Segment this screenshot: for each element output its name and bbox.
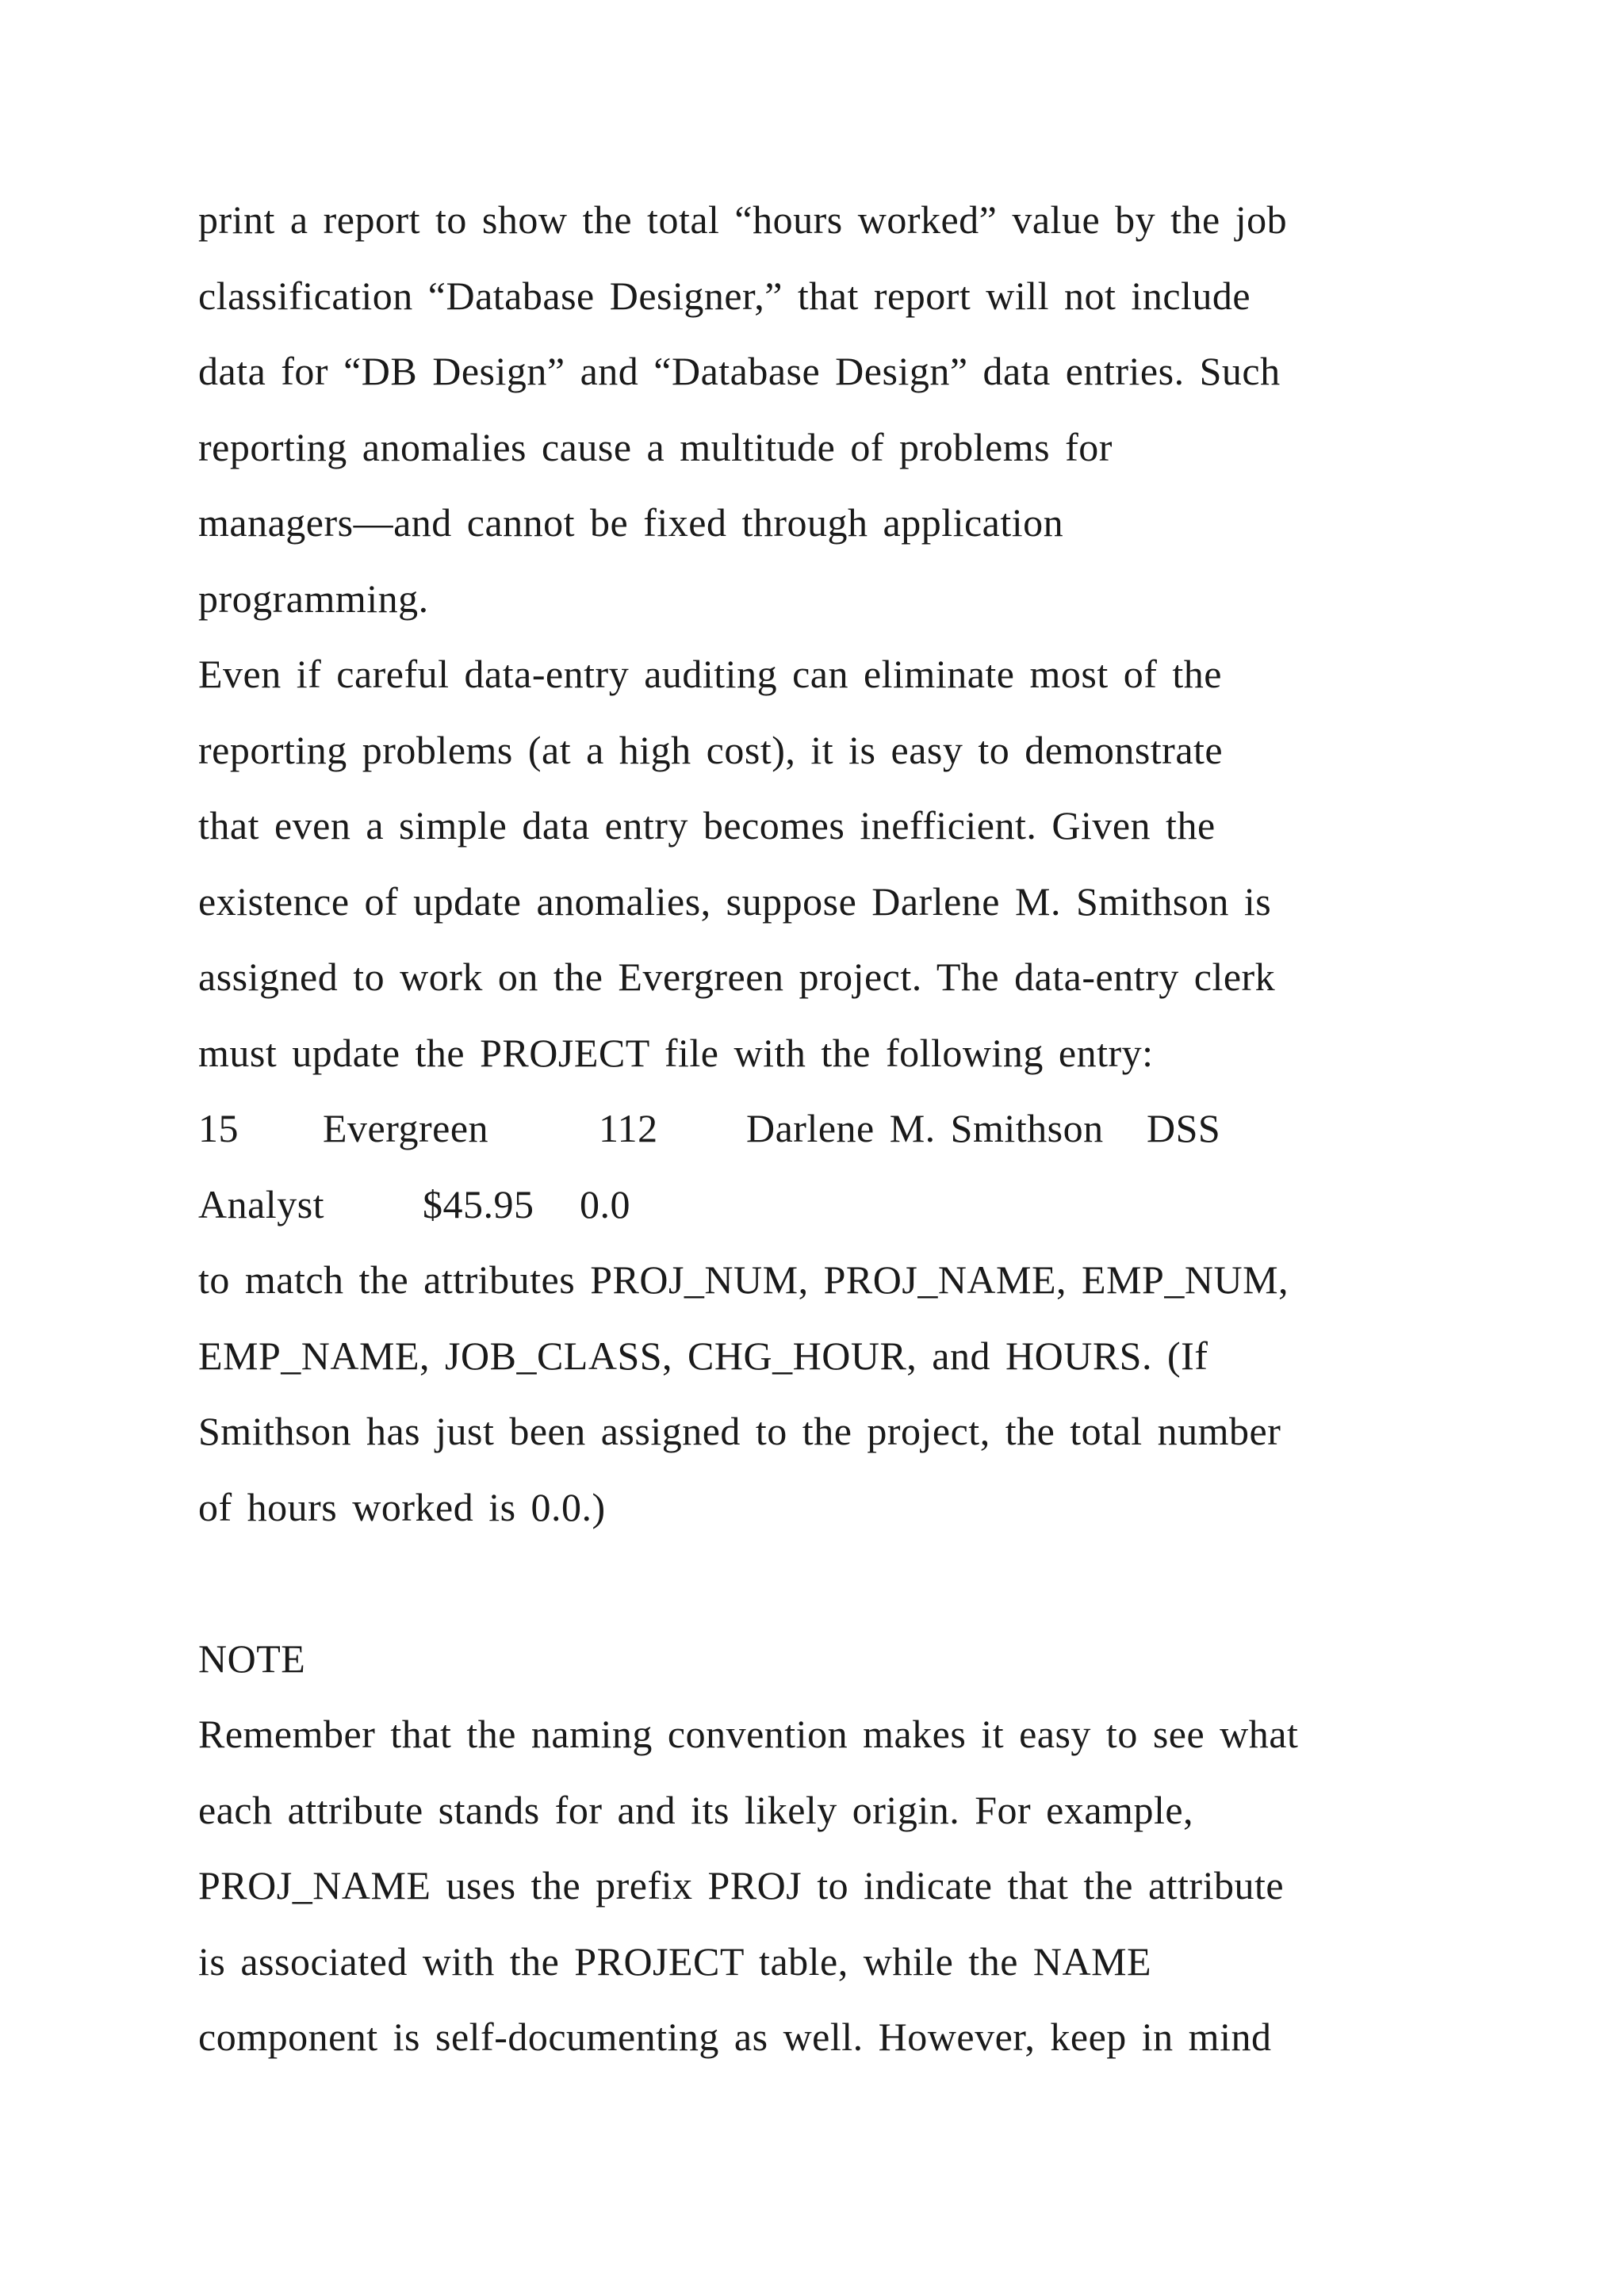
- paragraph-data-entry: [198, 637, 1451, 1091]
- document-body: [198, 182, 1451, 2076]
- entry-proj-name: Evergreen: [323, 1106, 489, 1150]
- text-line: reporting anomalies cause a multitude of problems for: [198, 424, 1113, 469]
- project-entry: [198, 1091, 1451, 1242]
- entry-job-class-part1: DSS: [1147, 1106, 1221, 1150]
- text-line: data for “DB Design” and “Database Design” data entries. Such: [198, 349, 1281, 393]
- text-line: Smithson has just been assigned to the project, the total number: [198, 1409, 1281, 1453]
- text-line: managers—and cannot be fixed through application: [198, 500, 1064, 545]
- paragraph-reporting-anomalies: [198, 182, 1451, 637]
- entry-emp-name: Darlene M. Smithson: [746, 1106, 1104, 1150]
- project-entry-row-1: [198, 1091, 1451, 1167]
- paragraph-spacer: [198, 1545, 1451, 1621]
- text-line: classification “Database Designer,” that report will not include: [198, 273, 1251, 318]
- entry-emp-num: 112: [599, 1106, 658, 1150]
- text-line: reporting problems (at a high cost), it is easy to demonstrate: [198, 727, 1224, 772]
- note-heading: NOTE: [198, 1636, 306, 1681]
- text-line: assigned to work on the Evergreen project. The data-entry clerk: [198, 955, 1276, 999]
- note-section: [198, 1621, 1451, 2076]
- entry-job-class-part2: Analyst: [198, 1181, 325, 1226]
- entry-chg-hour: $45.95: [423, 1181, 534, 1226]
- text-line: Even if careful data-entry auditing can eliminate most of the: [198, 652, 1222, 696]
- text-line: that even a simple data entry becomes inefficient. Given the: [198, 803, 1216, 848]
- text-line: programming.: [198, 576, 429, 621]
- text-line: to match the attributes PROJ_NUM, PROJ_NAME, EMP_NUM,: [198, 1257, 1289, 1302]
- project-entry-row-2: [198, 1167, 1451, 1243]
- text-line: of hours worked is 0.0.): [198, 1484, 606, 1529]
- text-line: existence of update anomalies, suppose Darlene M. Smithson is: [198, 878, 1272, 924]
- text-line: PROJ_NAME uses the prefix PROJ to indicate that the attribute: [198, 1863, 1285, 1908]
- text-line: component is self-documenting as well. However, keep in mind: [198, 2015, 1272, 2059]
- text-line: must update the PROJECT file with the following entry:: [198, 1030, 1154, 1075]
- text-line: is associated with the PROJECT table, while the NAME: [198, 1938, 1152, 1984]
- entry-proj-num: 15: [198, 1106, 239, 1150]
- entry-hours: 0.0: [580, 1181, 630, 1226]
- text-line: print a report to show the total “hours worked” value by the job: [198, 197, 1288, 242]
- paragraph-attributes: [198, 1242, 1451, 1545]
- text-line: each attribute stands for and its likely origin. For example,: [198, 1787, 1194, 1832]
- text-line: EMP_NAME, JOB_CLASS, CHG_HOUR, and HOURS. (If: [198, 1333, 1208, 1378]
- text-line: Remember that the naming convention makes it easy to see what: [198, 1712, 1299, 1756]
